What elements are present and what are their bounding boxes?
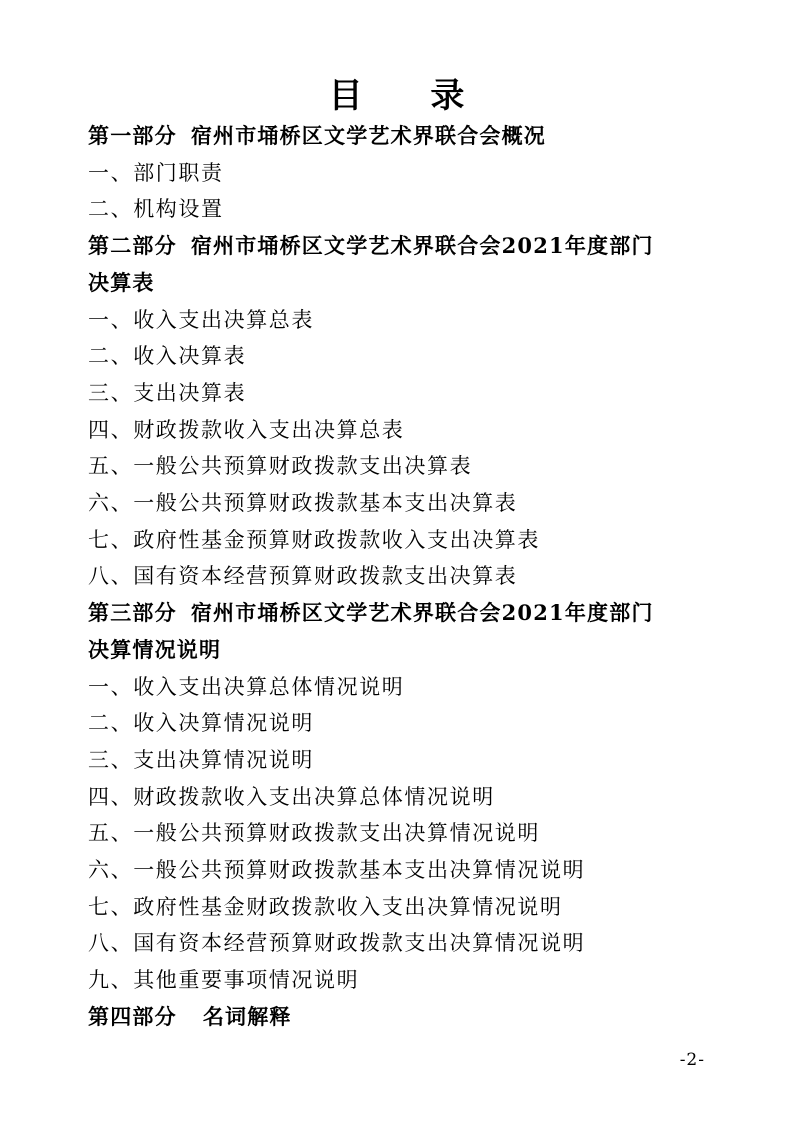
- toc-item: 二、收入决算表: [88, 344, 247, 369]
- part-2-name: 宿州市埇桥区文学艺术界联合会2021年度部门: [190, 233, 654, 259]
- table-of-contents: [88, 118, 718, 1036]
- part-4-name: 名词解释: [202, 1003, 292, 1029]
- part-1-name: 宿州市埇桥区文学艺术界联合会概况: [190, 123, 547, 148]
- toc-item: 五、一般公共预算财政拨款支出决算表: [88, 454, 473, 479]
- part-3-name: 宿州市埇桥区文学艺术界联合会2021年度部门: [190, 600, 654, 626]
- toc-item: 六、一般公共预算财政拨款基本支出决算表: [88, 491, 518, 516]
- toc-item: 六、一般公共预算财政拨款基本支出决算情况说明: [88, 858, 586, 883]
- part-1-label: 第一部分: [88, 123, 177, 148]
- toc-item: 一、收入支出决算总表: [88, 307, 314, 332]
- toc-part-3: [88, 595, 718, 632]
- toc-item: 九、其他重要事项情况说明: [88, 968, 360, 993]
- toc-part-4: [88, 999, 718, 1036]
- toc-item: 四、财政拨款收入支出决算总表: [88, 417, 405, 442]
- toc-item: 五、一般公共预算财政拨款支出决算情况说明: [88, 821, 540, 846]
- toc-item: 八、国有资本经营预算财政拨款支出决算表: [88, 564, 518, 589]
- toc-item: 八、国有资本经营预算财政拨款支出决算情况说明: [88, 931, 586, 956]
- toc-part-1: [88, 118, 718, 155]
- toc-item: 四、财政拨款收入支出决算总体情况说明: [88, 784, 495, 809]
- toc-part-3-continued: 决算情况说明: [88, 636, 222, 662]
- toc-item: 七、政府性基金财政拨款收入支出决算情况说明: [88, 894, 563, 919]
- part-4-label: 第四部分: [88, 1003, 177, 1029]
- part-3-label: 第三部分: [88, 600, 177, 626]
- toc-item: 三、支出决算表: [88, 380, 247, 405]
- page-number: -2-: [679, 1050, 705, 1070]
- page-title: 目 录: [328, 76, 493, 116]
- toc-item: 七、政府性基金预算财政拨款收入支出决算表: [88, 527, 540, 552]
- toc-item: 二、机构设置: [88, 197, 224, 222]
- toc-part-2: [88, 228, 718, 265]
- toc-item: 一、收入支出决算总体情况说明: [88, 674, 405, 699]
- toc-item: 一、部门职责: [88, 160, 224, 185]
- toc-item: 三、支出决算情况说明: [88, 747, 314, 772]
- toc-part-2-continued: 决算表: [88, 269, 155, 295]
- toc-item: 二、收入决算情况说明: [88, 711, 314, 736]
- part-2-label: 第二部分: [88, 233, 177, 259]
